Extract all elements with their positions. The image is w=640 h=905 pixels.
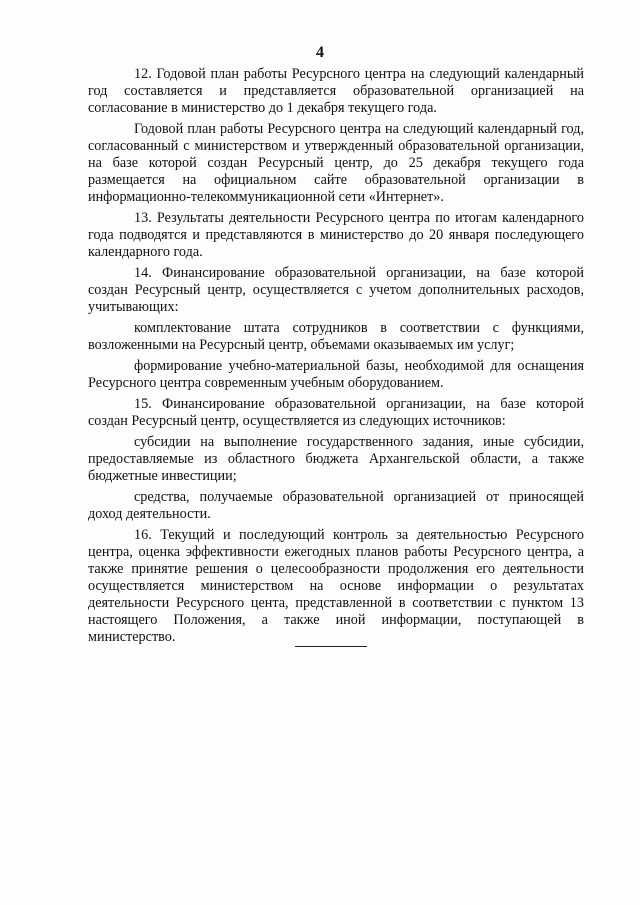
body-text: [88, 66, 584, 650]
paragraph-16: 16. Текущий и последующий контроль за деятельностью Ресурсного центра, оценка эффективности ежегодных планов работы Ресурсного центра, а также принятие решения о целесообразности продолжения его деятельности осуществляется министерством на основе информации о результатах деятельности Ресурсного цента, представленной в соответствии с пунктом 13 настоящего Положения, а также иной информации, поступающей в министерство.: [88, 527, 584, 645]
paragraph-12: 12. Годовой план работы Ресурсного центра на следующий календарный год составляется и представляется образовательной организацией на согласование в министерство до 1 декабря текущего года.: [88, 66, 584, 116]
paragraph-material-base: формирование учебно-материальной базы, необходимой для оснащения Ресурсного центра современным учебным оборудованием.: [88, 358, 584, 391]
paragraph-13: 13. Результаты деятельности Ресурсного центра по итогам календарного года подводятся и представляются в министерство до 20 января последующего календарного года.: [88, 210, 584, 260]
paragraph-annual-plan-publication: Годовой план работы Ресурсного центра на следующий календарный год, согласованный с министерством и утвержденный образовательной организации, на базе которой создан Ресурсный центр, до 25 декабря текущего года размещается на официальном сайте образовательной организации в информационно-телекоммуникационной сети «Интернет».: [88, 121, 584, 205]
paragraph-subsidies: субсидии на выполнение государственного задания, иные субсидии, предоставляемые из областного бюджета Архангельской области, а также бюджетные инвестиции;: [88, 434, 584, 484]
paragraph-staffing: комплектование штата сотрудников в соответствии с функциями, возложенными на Ресурсный центр, объемами оказываемых им услуг;: [88, 320, 584, 353]
end-separator-line: [295, 646, 367, 647]
paragraph-14: 14. Финансирование образовательной организации, на базе которой создан Ресурсный центр, осуществляется с учетом дополнительных расходов, учитывающих:: [88, 265, 584, 315]
paragraph-income-funds: средства, получаемые образовательной организацией от приносящей доход деятельности.: [88, 489, 584, 522]
paragraph-15: 15. Финансирование образовательной организации, на базе которой создан Ресурсный центр, осуществляется из следующих источников:: [88, 396, 584, 429]
page-number: 4: [316, 44, 324, 61]
